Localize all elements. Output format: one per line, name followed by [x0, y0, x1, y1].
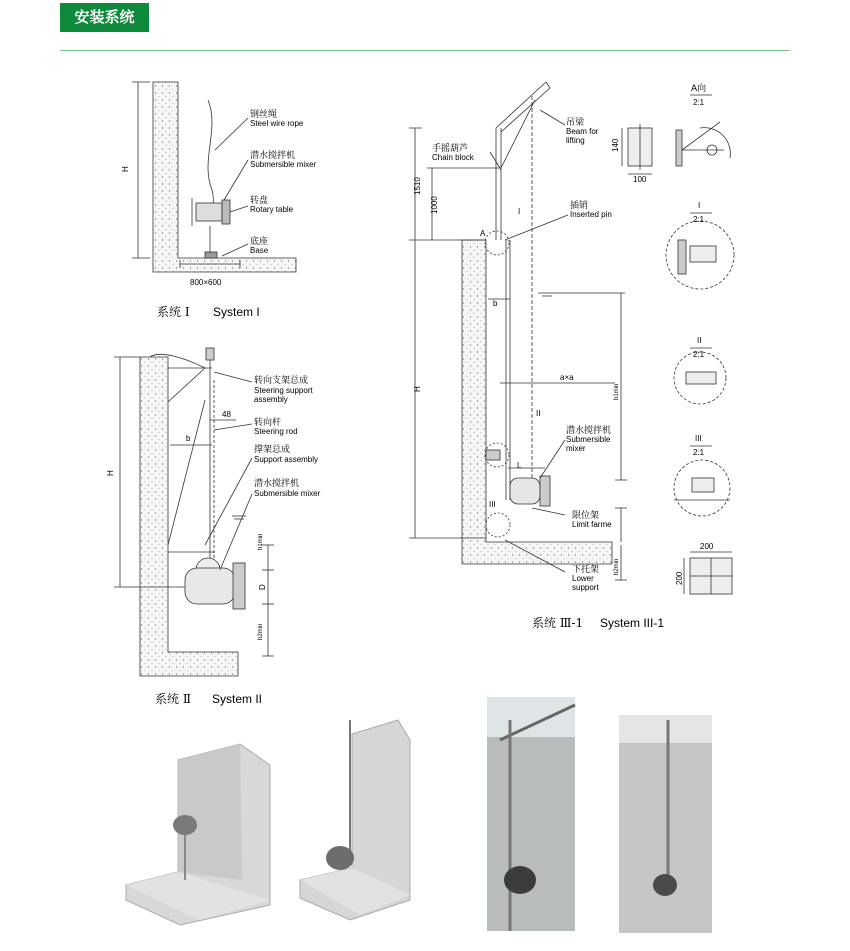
s3-label-limit-en: Limit farme — [572, 520, 612, 529]
s2-dim-48: 48 — [222, 410, 231, 419]
s3-dim-h1: h1min — [614, 383, 620, 400]
s1-label-mixer-zh: 潜水搅拌机 — [250, 151, 296, 161]
detail-iii-scale: 2:1 — [693, 448, 705, 457]
s3-label-chain-zh: 手摇葫芦 — [432, 144, 469, 154]
s3-label-lower-en2: support — [572, 583, 599, 592]
detail-dim-200-top: 200 — [700, 542, 714, 551]
s3-mark-ii: II — [536, 409, 541, 418]
s3-label-lower-zh: 下托架 — [572, 565, 600, 575]
s3-dim-l: L — [517, 461, 522, 470]
s3-mark-i: I — [518, 207, 521, 216]
detail-a-view: A向 — [691, 84, 707, 94]
s3-label-beam-en2: lifting — [566, 136, 585, 145]
s3-dim-b: b — [493, 299, 498, 308]
s3-label-lower-en1: Lower — [572, 574, 594, 583]
s3-dim-1000: 1000 — [430, 196, 439, 214]
s1-label-base-en: Base — [250, 246, 269, 255]
s2-dim-h2: h2min — [258, 623, 264, 640]
s1-label-rope-en: Steel wire rope — [250, 119, 304, 128]
s3-label-pin-zh: 插销 — [570, 201, 589, 211]
s3-label-beam-en1: Beam for — [566, 127, 599, 136]
s3-label-chain-en: Chain block — [432, 153, 474, 162]
s3-caption-zh: 系统 Ⅲ-1 — [532, 616, 584, 630]
s2-dim-b: b — [186, 434, 191, 443]
s2-label-mixer-en: Submersible mixer — [254, 489, 321, 498]
s1-label-rotary-en: Rotary table — [250, 205, 294, 214]
s1-label-rope-zh: 钢丝绳 — [250, 110, 278, 120]
s1-dim-base: 800×600 — [190, 278, 222, 287]
s2-dim-h1: h1min — [258, 533, 264, 550]
s3-label-limit-zh: 限位架 — [572, 511, 600, 521]
photo-installation-1 — [487, 697, 575, 931]
s3-dim-h: H — [413, 386, 422, 392]
s2-caption-en: System II — [212, 692, 263, 706]
s1-label-mixer-en: Submersible mixer — [250, 160, 317, 169]
detail-dim-100: 100 — [633, 175, 647, 184]
detail-iii-title: III — [695, 434, 702, 443]
s1-caption-en: System I — [213, 305, 260, 319]
s3-dim-1510: 1510 — [413, 177, 422, 195]
s3-label-mixer-en1: Submersible — [566, 435, 611, 444]
render-system-1 — [126, 744, 270, 925]
s2-dim-d: D — [258, 584, 267, 590]
s2-label-support-zh: 撑架总成 — [254, 445, 291, 455]
detail-a-scale: 2:1 — [693, 98, 705, 107]
render-system-2 — [300, 720, 410, 920]
s2-label-support-en: Support assembly — [254, 455, 319, 464]
s2-dim-h: H — [106, 470, 115, 476]
detail-ii-scale: 2:1 — [693, 350, 705, 359]
s2-label-steering-rod-zh: 转向杆 — [254, 418, 282, 428]
detail-dim-200-side: 200 — [675, 571, 684, 585]
detail-ii-title: II — [697, 336, 702, 345]
s3-mark-a: A — [480, 229, 486, 238]
s3-dim-h2: h2min — [614, 558, 620, 575]
s3-mark-iii: III — [489, 500, 496, 509]
detail-i-scale: 2:1 — [693, 215, 705, 224]
s3-label-mixer-zh: 潜水搅拌机 — [566, 426, 612, 436]
s2-label-steering-rod-en: Steering rod — [254, 427, 298, 436]
s2-label-mixer-zh: 潜水搅拌机 — [254, 479, 300, 489]
detail-views — [622, 95, 734, 594]
s3-label-mixer-en2: mixer — [566, 444, 586, 453]
s2-label-steering-support-zh: 转向支架总成 — [254, 376, 309, 386]
s2-label-steering-support-en1: Steering support — [254, 386, 313, 395]
s2-caption-zh: 系统 Ⅱ — [155, 692, 191, 706]
s3-label-beam-zh: 吊梁 — [566, 118, 585, 128]
s2-label-steering-support-en2: assembly — [254, 395, 288, 404]
s3-caption-en: System III-1 — [600, 616, 665, 630]
s1-label-base-zh: 底座 — [250, 237, 269, 247]
detail-dim-140: 140 — [611, 138, 620, 152]
s1-label-rotary-zh: 转盘 — [250, 196, 269, 206]
photo-installation-2 — [619, 715, 712, 933]
system-2-diagram — [114, 348, 274, 676]
section-title: 安装系统 — [60, 3, 149, 32]
detail-i-title: I — [698, 201, 701, 210]
s1-caption-zh: 系统 Ⅰ — [157, 305, 190, 319]
s1-dim-h: H — [121, 166, 130, 172]
s3-dim-axa: a×a — [560, 373, 574, 382]
s3-label-pin-en: Inserted pin — [570, 210, 612, 219]
